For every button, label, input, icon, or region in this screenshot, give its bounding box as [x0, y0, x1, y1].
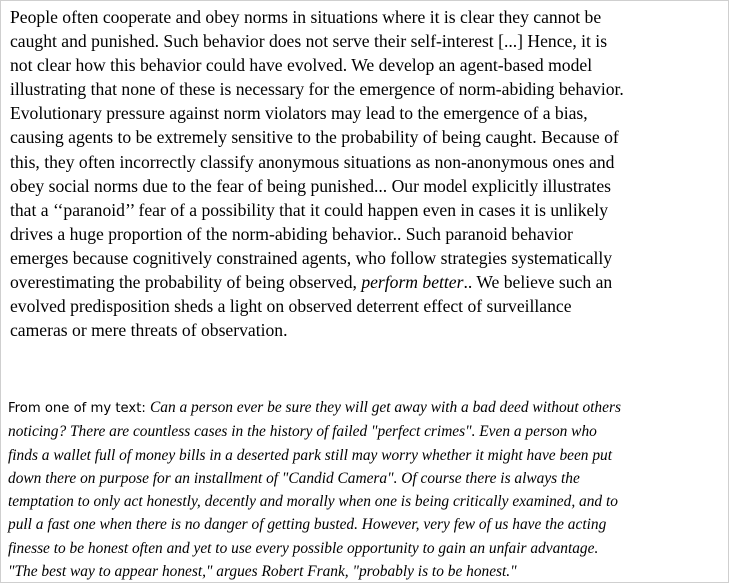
abstract-line: Evolutionary pressure against norm violators may lead to the emergence of a bias, — [10, 103, 588, 124]
abstract-paragraph — [10, 5, 726, 342]
quote-lead-label: From one of my text: — [8, 401, 151, 416]
abstract-line: cameras or mere threats of observation. — [10, 320, 288, 341]
abstract-line — [10, 270, 726, 294]
abstract-line: People often cooperate and obey norms in situations where it is clear they cannot be — [10, 7, 602, 27]
abstract-line: illustrating that none of these is necessary for the emergence of norm-abiding behavior. — [10, 79, 624, 100]
emphasis-text: perform better — [361, 272, 464, 293]
abstract-line: not clear how this behavior could have evolved. We develop an agent-based model — [10, 55, 593, 76]
quoted-paragraph — [8, 396, 724, 583]
abstract-text: overestimating the probability of being observed, — [10, 272, 362, 293]
abstract-line: obey social norms due to the fear of being punished... Our model explicitly illustrates — [10, 175, 611, 196]
abstract-text: .. We believe such an — [463, 272, 613, 293]
quote-text: Can a person ever be sure they will get away with a bad deed without others — [150, 399, 621, 416]
abstract-line: that a ‘‘paranoid’’ fear of a possibility that it could happen even in cases it is unlikely — [10, 199, 608, 220]
abstract-line: emerges because cognitively constrained agents, who follow strategies systematically — [10, 247, 613, 268]
quote-line: "The best way to appear honest," argues Robert Frank, "probably is to be honest." — [8, 563, 517, 581]
quote-line: pull a fast one when there is no danger of getting busted. However, very few of us have the acting — [8, 516, 607, 534]
abstract-line: causing agents to be extremely sensitive to the probability of being caught. Because of — [10, 127, 619, 148]
quote-line — [8, 396, 724, 420]
abstract-line: evolved predisposition sheds a light on observed deterrent effect of surveillance — [10, 296, 572, 317]
abstract-line: drives a huge proportion of the norm-abiding behavior.. Such paranoid behavior — [10, 223, 573, 244]
quote-line: down there on purpose for an installment of "Candid Camera". Of course there is always the — [8, 469, 580, 487]
abstract-line: this, they often incorrectly classify anonymous situations as non-anonymous ones and — [10, 151, 615, 172]
quote-line: temptation to only act honestly, decently and morally when one is being critically examined, and to — [8, 493, 618, 511]
abstract-line: caught and punished. Such behavior does not serve their self-interest [...] Hence, it is — [10, 31, 608, 52]
quote-line: finesse to be honest often and yet to use every possible opportunity to gain an unfair advantage. — [8, 539, 599, 557]
quote-line: finds a wallet full of money bills in a deserted park still may worry whether it might have been put — [8, 446, 613, 464]
quote-line: noticing? There are countless cases in the history of failed "perfect crimes". Even a person who — [8, 423, 597, 441]
